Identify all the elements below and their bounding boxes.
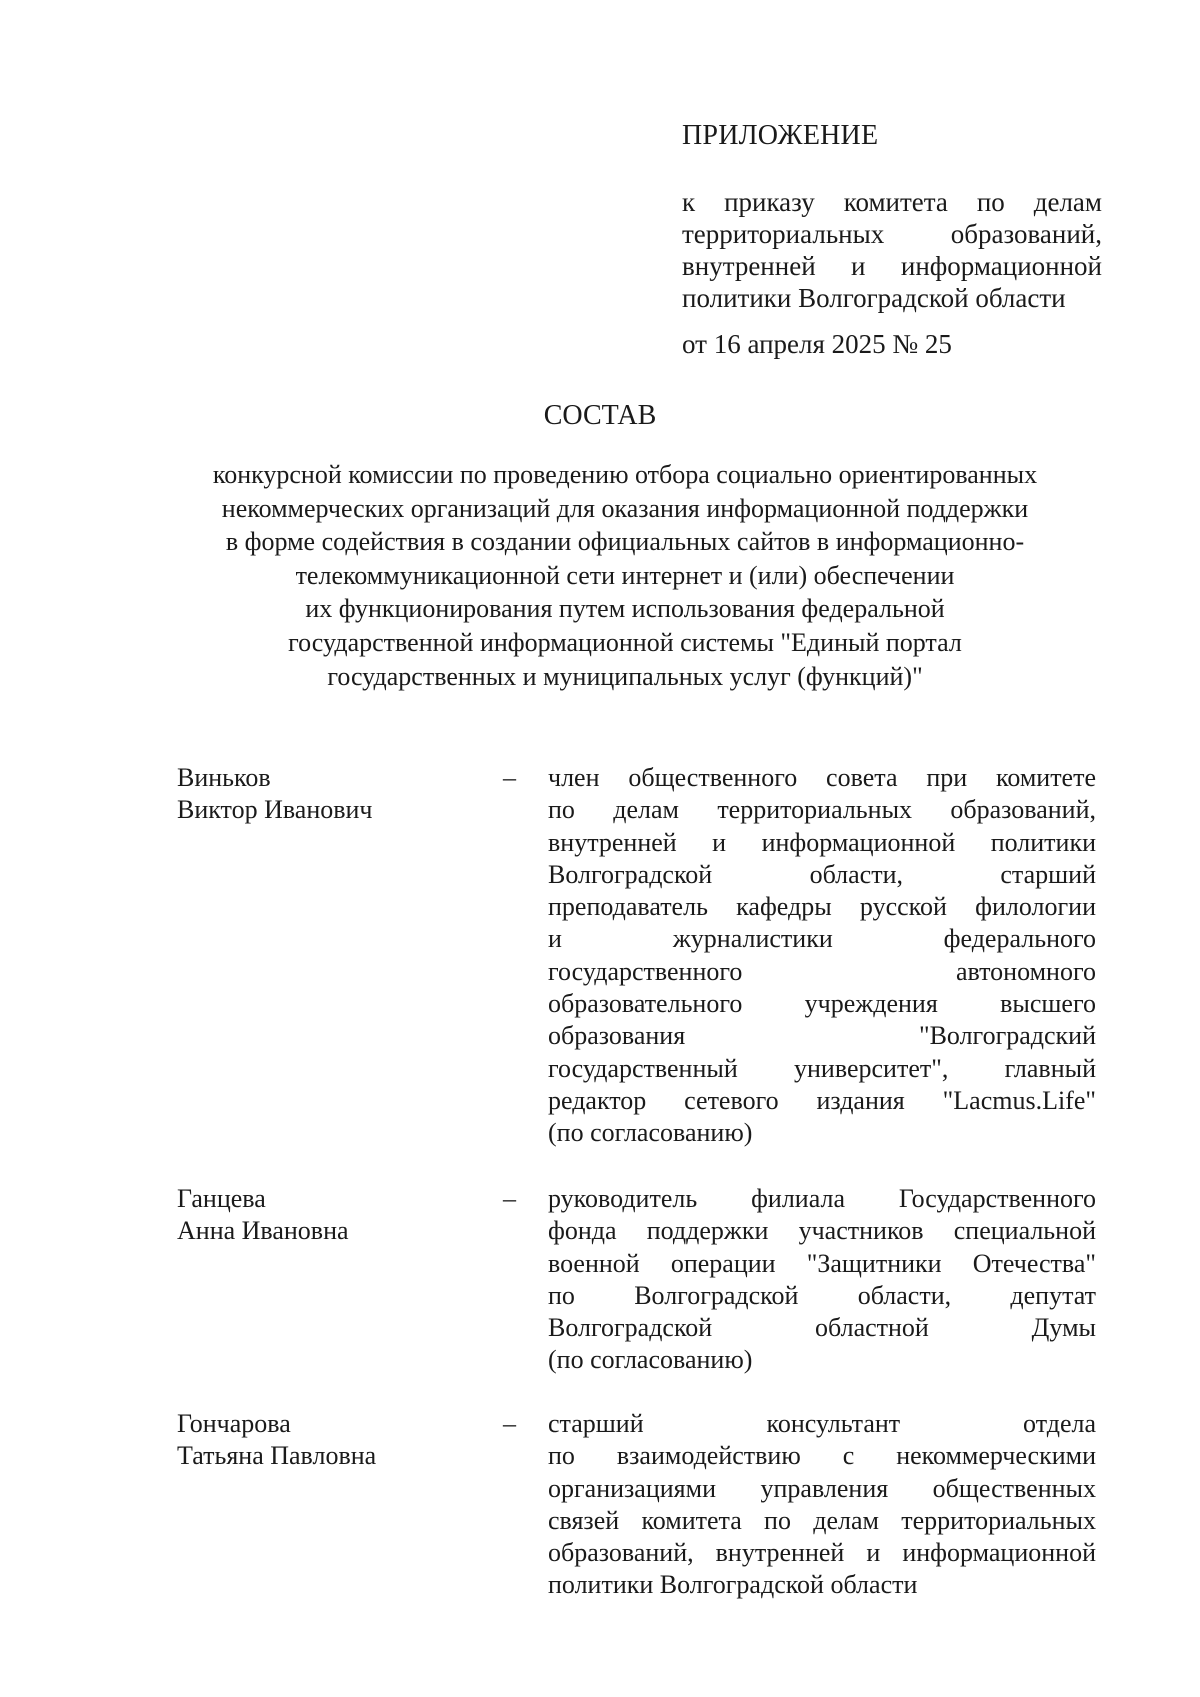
description-line: Волгоградской областной Думы [548,1313,1096,1343]
description-line: организациями управления общественных [548,1473,1096,1503]
appendix-order-reference [682,186,1102,314]
description-line: военной операции "Защитники Отечества" [548,1248,1096,1278]
description-line: образования "Волгоградский [548,1021,1096,1051]
member-dash: – [503,1409,516,1438]
description-line: (по согласованию) [548,1345,753,1375]
description-line: по взаимодействию с некоммерческими [548,1441,1096,1471]
description-line: (по согласованию) [548,1118,753,1148]
member-name [177,1183,497,1247]
member-description [548,1408,1096,1602]
description-line: государственного автономного [548,956,1096,986]
description-line: старший консультант отдела [548,1409,1096,1438]
subtitle-line: их функционирования путем использования федеральной [305,594,945,624]
description-line: Волгоградской области, старший [548,859,1096,889]
description-line: связей комитета по делам территориальных [548,1505,1096,1535]
appendix-block [682,118,1102,360]
member-surname: Ганцева [177,1184,266,1213]
description-line: преподаватель кафедры русской филологии [548,892,1096,922]
description-line: по Волгоградской области, депутат [548,1280,1096,1310]
description-line: образовательного учреждения высшего [548,989,1096,1019]
description-line: и журналистики федерального [548,924,1096,954]
description-line: редактор сетевого издания "Lacmus.Life" [548,1085,1096,1115]
document-subtitle [150,458,1100,693]
member-description [548,1183,1096,1377]
description-line: по делам территориальных образований, [548,795,1096,825]
description-line: политики Волгоградской области [548,1570,918,1600]
member-description [548,762,1096,1150]
subtitle-line: телекоммуникационной сети интернет и (или) обеспечении [295,560,955,590]
member-dash: – [503,763,516,792]
appendix-line: к приказу комитета по делам [682,187,1102,217]
member-dash: – [503,1184,516,1213]
member-name [177,762,497,826]
member-name [177,1408,497,1472]
description-line: руководитель филиала Государственного [548,1184,1096,1213]
description-line: образований, внутренней и информационной [548,1538,1096,1568]
appendix-line: территориальных образований, [682,219,1102,249]
appendix-date: от 16 апреля 2025 № 25 [682,329,952,359]
member-given-names: Татьяна Павловна [177,1441,377,1470]
member-surname: Виньков [177,763,271,792]
member-given-names: Анна Ивановна [177,1216,349,1245]
appendix-heading: ПРИЛОЖЕНИЕ [682,120,879,151]
subtitle-line: государственной информационной системы "Единый портал [288,627,962,657]
description-line: внутренней и информационной политики [548,827,1096,857]
description-line: фонда поддержки участников специальной [548,1216,1096,1246]
description-line: государственный университет", главный [548,1053,1096,1083]
description-line: член общественного совета при комитете [548,763,1096,792]
subtitle-line: в форме содействия в создании официальных сайтов в информационно- [225,527,1025,557]
appendix-line: политики Волгоградской области [682,283,1066,313]
appendix-line: внутренней и информационной [682,251,1102,281]
subtitle-line: государственных и муниципальных услуг (функций)" [327,661,923,691]
document-title: СОСТАВ [543,400,657,431]
member-surname: Гончарова [177,1409,291,1438]
subtitle-line: конкурсной комиссии по проведению отбора социально ориентированных [212,460,1038,489]
subtitle-line: некоммерческих организаций для оказания информационной поддержки [221,493,1029,523]
member-given-names: Виктор Иванович [177,795,373,824]
